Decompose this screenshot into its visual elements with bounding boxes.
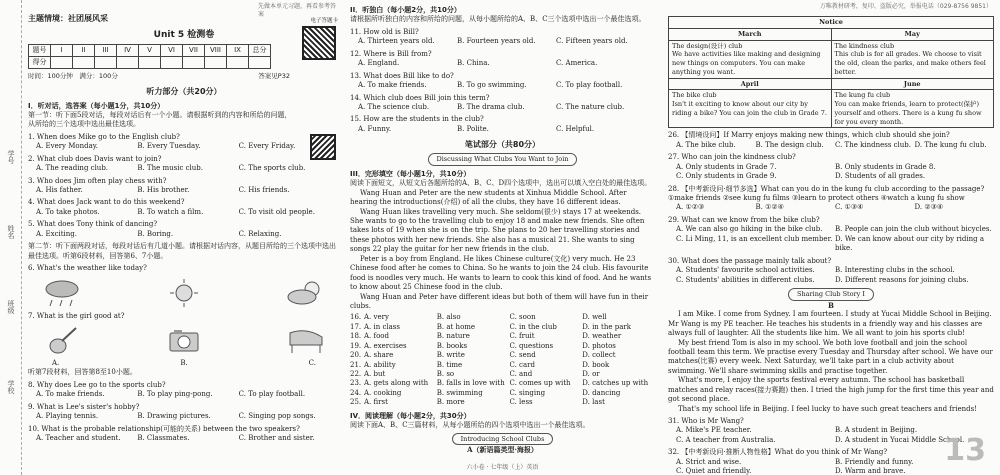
score-cell: [205, 56, 227, 68]
answer-option[interactable]: B. Classmates.: [137, 434, 190, 442]
question-text: 1. When does Mike go to the English club?: [28, 132, 180, 141]
camera-icon[interactable]: [158, 324, 210, 356]
question-text: 15. How are the students in the club?: [350, 115, 484, 124]
cloze-row: [350, 398, 655, 407]
question-text: 11. How old is Bill?: [350, 27, 419, 36]
column-reading: [668, 0, 994, 475]
answer-option[interactable]: B. Friendly and funny.: [835, 457, 914, 466]
question-text: 12. Where is Bill from?: [350, 49, 432, 58]
pic-label: A.: [52, 358, 60, 367]
passage-paragraph: Wang Huan likes travelling very much. She seldom(很少) stays 17 at weekends. She wants to go to the travelling club to enjoy 18 and make new friends. She often takes lots of 19 when she is on the trip. She plans to 20 her travelling stories and these photos with her new friends. She also has a musical 21. She wants to sing songs 22 play the guitar for her new friends in the club.: [350, 207, 645, 254]
question-text: 13. What does Bill like to do?: [350, 71, 454, 80]
cloze-option[interactable]: C. fruit: [509, 332, 535, 341]
cloze-option[interactable]: A. share: [364, 351, 394, 360]
cloze-option[interactable]: A. very: [364, 313, 389, 322]
section-desc: 阅读下面A、B、C三篇材料，从每小题所给的四个选项中选出一个最佳选项。: [350, 421, 590, 430]
binding-label: 姓名: [7, 225, 15, 239]
binding-label: 学校: [7, 380, 15, 394]
score-header-cell: VII: [183, 44, 205, 56]
section-desc: 阅读下面短文，从短文后各题所给的A、B、C、D四个选项中，选出可以填入空白处的最佳选项。: [350, 179, 652, 188]
answer-ref: 答案见P32: [258, 71, 290, 80]
notice-month: April: [669, 78, 832, 90]
answer-option[interactable]: B. To watch a film.: [137, 207, 204, 216]
cloze-row: [350, 379, 655, 388]
cloze-option[interactable]: D. catches up with: [582, 379, 649, 388]
answer-option[interactable]: C. The sports club.: [238, 164, 306, 173]
cloze-option[interactable]: A. cooking: [364, 388, 402, 397]
sun-icon[interactable]: [158, 277, 210, 309]
score-cell: [73, 56, 95, 68]
cloze-number: 17.: [350, 322, 362, 331]
notice-month: March: [669, 28, 832, 40]
cloze-number: 18.: [350, 332, 362, 341]
cloze-option[interactable]: C. comes up with: [509, 379, 571, 388]
cloze-option[interactable]: D. book: [582, 360, 610, 369]
answer-options: [350, 59, 655, 68]
question-text: 9. What is Lee's sister's hobby?: [28, 402, 140, 411]
answer-options: [28, 412, 340, 421]
answer-option[interactable]: C. Brother and sister.: [238, 434, 315, 442]
cloze-option[interactable]: D. in the park: [582, 322, 631, 331]
score-header-cell: VIII: [205, 44, 227, 56]
answer-option[interactable]: A. To take photos.: [36, 207, 100, 216]
score-cell: [117, 56, 139, 68]
answer-options: [668, 141, 994, 150]
answer-option[interactable]: C. Quiet and friendly.: [676, 467, 752, 475]
answer-option[interactable]: D. ②③④: [914, 203, 944, 212]
passage-paragraph: Wang Huan and Peter have different ideas but both of them will have fun in their clubs.: [350, 292, 649, 310]
qr-code-icon[interactable]: [302, 26, 336, 60]
question-text: 14. Which club does Bill join this term?: [350, 93, 490, 102]
score-cell: [249, 56, 271, 68]
cloze-row: [350, 351, 655, 360]
cloze-option[interactable]: B. more: [436, 398, 465, 407]
cloze-option[interactable]: C. card: [509, 360, 535, 369]
qr-code-icon[interactable]: [310, 134, 336, 160]
score-cell: [227, 56, 249, 68]
passage-paragraph: I am Mike. I come from Sydney. I am fourteen. I study at Yucai Middle School in Beijing. Mr Wang is my PE teacher. He teaches his students in a friendly way and his classes are always full of laughter. All the students like him. We all want to join his sports club!: [668, 310, 992, 338]
notice-title: Notice: [669, 17, 994, 29]
answer-option[interactable]: C. The kindness club.: [835, 140, 912, 149]
question-text: 10. What is the probable relationship(可能的关系) between the two speakers?: [28, 424, 300, 433]
notice-cell: The kindness club This club is for all grades. We choose to visit the old, clean the parks, and make others feel better.: [831, 40, 994, 78]
answer-option[interactable]: B. His brother.: [137, 186, 190, 194]
answer-option[interactable]: C. To play football.: [556, 81, 623, 90]
answer-options: [668, 225, 994, 253]
answer-option[interactable]: C. A teacher from Australia.: [676, 435, 776, 444]
notice-cell: The bike club Isn't it exciting to know about our city by riding a bike? You can join the club in Grade 7.: [669, 90, 832, 128]
cloze-option[interactable]: A. gets along with: [364, 379, 429, 388]
score-header-cell: V: [139, 44, 161, 56]
cloze-number: 25.: [350, 398, 362, 407]
answer-option[interactable]: C. America.: [556, 59, 598, 68]
answer-option[interactable]: C. Relaxing.: [238, 229, 282, 238]
piano-icon[interactable]: [280, 324, 332, 356]
pic-label: C.: [308, 358, 316, 367]
guitar-icon[interactable]: [36, 324, 88, 356]
topic-banner: Introducing School Clubs: [452, 433, 554, 446]
answer-option[interactable]: C. The nature club.: [556, 102, 625, 111]
cloze-row: [350, 323, 655, 332]
answer-option[interactable]: B. Boring.: [137, 229, 174, 238]
answer-option[interactable]: A. ①②③: [676, 203, 705, 212]
question-text: 6. What's the weather like today?: [28, 264, 147, 273]
answer-option[interactable]: B. Every Tuesday.: [137, 142, 201, 151]
question-text: 5. What does Tony think of dancing?: [28, 220, 158, 229]
score-cell: [139, 56, 161, 68]
cloze-row: [350, 370, 655, 379]
answer-options: [28, 434, 340, 443]
score-header-cell: IX: [227, 44, 249, 56]
written-part-title: 笔试部分（共80分）: [464, 140, 541, 150]
section-desc: 听第7段材料，回答第8至10小题。: [28, 368, 137, 377]
cloze-option[interactable]: D. photos: [582, 341, 616, 350]
theme-title: 主题情境：社团展风采: [28, 14, 108, 23]
cloze-option[interactable]: C. send: [509, 351, 536, 360]
topic-banner: Discussing What Clubs You Want to Join: [428, 153, 578, 166]
answer-option[interactable]: B. Only students in Grade 8.: [835, 162, 936, 171]
cloze-option[interactable]: D. collect: [582, 351, 616, 360]
cloze-option[interactable]: A. food: [364, 332, 390, 341]
answer-options: [28, 208, 340, 217]
cloze-option[interactable]: B. swimming: [436, 388, 483, 397]
section-head: II．听独白（每小题2分，共10分）: [350, 6, 461, 14]
question-text: 26. 【情境设问】If Marry enjoys making new things, which club should she join?: [668, 131, 950, 140]
score-header-cell: 题号: [29, 44, 51, 56]
score-cell: [51, 56, 73, 68]
score-cell: [95, 56, 117, 68]
answer-option[interactable]: B. Fourteen years old.: [457, 37, 536, 46]
score-header-cell: I: [51, 44, 73, 56]
cloze-option[interactable]: A. first: [364, 398, 388, 407]
cloze-number: 21.: [350, 360, 362, 369]
answer-option[interactable]: A. Mike's PE teacher.: [676, 426, 752, 435]
score-header-cell: 总分: [249, 44, 271, 56]
answer-option[interactable]: A. Only students in Grade 7.: [676, 162, 777, 171]
answer-option[interactable]: C. Fifteen years old.: [556, 37, 628, 46]
picture-options-skills: [36, 324, 332, 356]
notice-cell: The kung fu club You can make friends, learn to protect(保护) yourself and others. There is a kung fu show for you every month.: [831, 90, 994, 128]
question-text: 30. What does the passage mainly talk about?: [668, 256, 832, 265]
answer-option[interactable]: C. Helpful.: [556, 124, 595, 133]
listening-part-title: 听力部分（共20分）: [146, 86, 222, 96]
answer-options: [28, 186, 340, 195]
topic-banner: Sharing Club Story I: [788, 288, 874, 301]
answer-option[interactable]: B. To play ping-pong.: [137, 390, 213, 399]
answer-option[interactable]: D. Students of all grades.: [835, 172, 926, 181]
answer-option[interactable]: C. His friends.: [238, 186, 290, 194]
cloze-option[interactable]: B. so: [436, 370, 455, 378]
passage-label: A（新语篇类型·海报）: [467, 445, 538, 455]
answer-option[interactable]: C. Every Friday.: [238, 142, 296, 151]
answer-option[interactable]: A. We can also go hiking in the bike club.: [676, 225, 823, 234]
column-written: [350, 0, 655, 475]
answer-option[interactable]: A. The reading club.: [36, 164, 109, 173]
answer-options: [28, 164, 340, 173]
answer-option[interactable]: C. To visit old people.: [238, 207, 315, 216]
answer-option[interactable]: B. The drama club.: [457, 102, 525, 111]
cloze-row: [350, 342, 655, 351]
cloze-option[interactable]: B. write: [436, 351, 465, 360]
cloud-sun-icon[interactable]: [280, 277, 332, 309]
answer-options: [668, 266, 994, 285]
cloze-number: 24.: [350, 388, 362, 397]
pic-label: B.: [180, 358, 188, 367]
time-limit: 时间：100分钟 满分：100分: [28, 71, 118, 80]
cloze-option[interactable]: B. books: [436, 341, 468, 350]
notice-month: May: [831, 28, 994, 40]
binding-margin: [0, 0, 22, 475]
answer-option[interactable]: D. Warm and brave.: [835, 467, 906, 475]
cloze-number: 22.: [350, 370, 362, 378]
cloze-row: [350, 332, 655, 341]
cloze-option[interactable]: A. but: [364, 370, 386, 378]
cloze-option[interactable]: C. questions: [509, 341, 554, 350]
page-number: 13: [944, 432, 986, 468]
cloze-option[interactable]: A. ability: [364, 360, 396, 369]
question-text: 29. What can we know from the bike club?: [668, 215, 820, 224]
unit-title: Unit 5 检测卷: [153, 29, 215, 40]
section-head: III．完形填空（每小题1分，共10分）: [350, 169, 471, 178]
answer-options: [668, 163, 994, 182]
section-desc: 第一节：听下面5段对话，每段对话后有一个小题。请根据听到的内容和所给的问题，从所给的三个选项中选出最佳选项。: [28, 110, 292, 129]
answer-option[interactable]: C. ①③④: [835, 203, 864, 212]
answer-options: [350, 103, 655, 112]
top-note: 先做本单元习题，再看参考答案: [258, 3, 337, 19]
answer-option[interactable]: B. ①②④: [755, 203, 784, 212]
answer-options: [668, 203, 994, 212]
answer-option[interactable]: D. We can know about our city by riding a bike.: [835, 234, 985, 253]
answer-options: [28, 230, 340, 239]
answer-option[interactable]: C. Li Ming, 11, is an excellent club member.: [676, 234, 833, 243]
cloze-number: 19.: [350, 341, 362, 350]
cloze-row: [350, 313, 655, 322]
score-header-cell: III: [95, 44, 117, 56]
question-text: 7. What is the girl good at?: [28, 311, 125, 320]
notice-cell: The design(设计) club We have activities like making and designing new things on computers. You can make anything you want.: [669, 40, 832, 78]
answer-option[interactable]: B. A student in Beijing.: [835, 426, 918, 435]
score-table: [28, 44, 271, 69]
passage-paragraph: Wang Huan and Peter are the new students at Xinhua Middle School. After hearing the introductions(介绍) of all the clubs, they have 16 different ideas.: [350, 188, 627, 207]
answer-options: [350, 125, 655, 134]
cloze-option[interactable]: B. nature: [436, 332, 470, 341]
score-cell: 得分: [29, 56, 51, 68]
cloze-option[interactable]: B. also: [436, 313, 461, 322]
page-footer: 六小卷 · 七年级（上）英语: [466, 463, 539, 471]
answer-option[interactable]: B. China.: [457, 59, 490, 68]
answer-option[interactable]: C. Singing pop songs.: [238, 412, 316, 421]
cloze-number: 16.: [350, 313, 362, 322]
passage-paragraph: What's more, I enjoy the sports festival every autumn. The school has basketball matches and relay races(接力赛跑) then. I tried the high jump for the first time this year and got second place.: [668, 376, 994, 404]
question-text: 28. 【中考新设问·细节多选】What can you do in the kung fu club according to the passage? ①make friends ②see kung fu films ③learn to protect others ④watch a kung fu show: [668, 184, 985, 203]
cloze-number: 23.: [350, 379, 362, 388]
answer-option[interactable]: A. To make friends.: [358, 81, 427, 90]
section-desc: 第二节：听下面两段对话，每段对话后有几道小题。请根据对话内容，从题目所给的三个选项中选出最佳选项。听第6段材料，回答第6、7小题。: [28, 242, 336, 260]
passage-paragraph: That's my school life in Beijing. I feel lucky to have such great teachers and friends!: [678, 404, 977, 413]
answer-option[interactable]: A. The bike club.: [676, 140, 736, 149]
binding-label: 学号: [7, 150, 15, 164]
answer-option[interactable]: D. The kung fu club.: [914, 140, 987, 149]
answer-option[interactable]: C. Students' abilities in different clubs.: [676, 275, 815, 284]
answer-option[interactable]: B. Polite.: [457, 124, 489, 133]
cloze-row: [350, 389, 655, 398]
answer-option[interactable]: C. Only students in Grade 9.: [676, 172, 777, 181]
question-text: 2. What club does Davis want to join?: [28, 154, 162, 163]
answer-option[interactable]: A. Funny.: [358, 124, 392, 133]
cloze-option[interactable]: C. singing: [509, 388, 546, 397]
top-note: 万唯教材研考，复印、盗版必究，举报电话（029-8756 9851）: [819, 3, 992, 10]
score-cell: [161, 56, 183, 68]
answer-option[interactable]: D. Different reasons for joining clubs.: [835, 275, 969, 284]
cloze-option[interactable]: A. exercises: [364, 341, 407, 350]
section-head: IV．阅读理解（每小题2分，共30分）: [350, 411, 471, 420]
section-head: I．听对话，选答案（每小题1分，共10分）: [28, 101, 165, 110]
answer-option[interactable]: A. England.: [358, 59, 400, 68]
cloze-option[interactable]: A. in class: [364, 322, 400, 331]
cloze-option[interactable]: B. at home: [436, 322, 476, 331]
score-cell: [183, 56, 205, 68]
cloze-option[interactable]: C. and: [509, 370, 533, 378]
cloze-option[interactable]: D. or: [582, 370, 600, 378]
answer-option[interactable]: A. Playing tennis.: [36, 412, 99, 421]
answer-option[interactable]: A. To make friends.: [36, 390, 105, 399]
score-header-cell: IV: [117, 44, 139, 56]
passage-paragraph: Peter is a boy from England. He likes Chinese culture(文化) very much. He 23 Chinese food after he comes to China. So he wants to join the 24 club. His favourite food is noodles very much. He wants to learn to cook this kind of food. And he wants to know about 25 Chinese food in the club.: [350, 254, 652, 292]
answer-option[interactable]: A. Strict and wise.: [676, 457, 742, 466]
question-text: 4. What does Jack want to do this weekend?: [28, 198, 185, 207]
cloze-number: 20.: [350, 351, 362, 360]
answer-option[interactable]: C. To play football.: [238, 390, 306, 399]
qr-label: 电子答题卡: [310, 18, 338, 24]
answer-option[interactable]: B. Interesting clubs in the school.: [835, 266, 955, 275]
cloze-option[interactable]: B. time: [436, 360, 463, 369]
answer-option[interactable]: B. The design club.: [755, 140, 824, 149]
cloze-option[interactable]: D. dancing: [582, 388, 621, 397]
score-header-cell: VI: [161, 44, 183, 56]
passage-label: B: [828, 300, 834, 310]
answer-options: [28, 142, 340, 151]
section-desc: 请根据所听独白的内容和所给的问题，从每小题所给的A、B、C三个选项中选出一个最佳选项。: [350, 15, 646, 24]
answer-option[interactable]: A. Teacher and student.: [36, 434, 121, 442]
notice-month: June: [831, 78, 994, 90]
cloze-option[interactable]: C. less: [509, 398, 533, 407]
picture-options-weather: [36, 277, 332, 309]
cloze-option[interactable]: D. weather: [582, 332, 622, 341]
question-text: 3. Who does Jim often play chess with?: [28, 176, 167, 185]
answer-options: [28, 390, 340, 399]
question-text: 27. Who can join the kindness club?: [668, 153, 796, 162]
question-text: 31. Who is Mr Wang?: [668, 417, 744, 425]
answer-option[interactable]: A. Thirteen years old.: [358, 37, 435, 46]
binding-label: 班级: [7, 300, 15, 314]
answer-option[interactable]: B. People can join the club without bicycles.: [835, 225, 992, 234]
score-header-cell: II: [73, 44, 95, 56]
cloze-row: [350, 361, 655, 370]
answer-option[interactable]: A. His father.: [36, 186, 83, 194]
answer-option[interactable]: A. The science club.: [358, 102, 430, 111]
answer-option[interactable]: B. Drawing pictures.: [137, 412, 211, 421]
answer-option[interactable]: D. A student in Yucai Middle School.: [835, 435, 965, 444]
answer-option[interactable]: A. Every Monday.: [36, 142, 99, 151]
column-listening: [28, 0, 340, 475]
cloze-option[interactable]: C. in the club: [509, 322, 557, 331]
cloud-rain-icon[interactable]: [36, 277, 88, 309]
answer-options: [350, 37, 655, 46]
notice-table: [668, 16, 994, 128]
answer-option[interactable]: A. Students' favourite school activities.: [676, 266, 815, 275]
cloze-option[interactable]: B. falls in love with: [436, 379, 505, 388]
answer-option[interactable]: B. To go swimming.: [457, 81, 527, 90]
answer-option[interactable]: A. Exciting.: [36, 229, 77, 238]
cloze-option[interactable]: D. well: [582, 313, 607, 322]
cloze-option[interactable]: C. soon: [509, 313, 536, 322]
answer-options: [350, 81, 655, 90]
cloze-option[interactable]: D. last: [582, 398, 605, 407]
question-text: 8. Why does Lee go to the sports club?: [28, 380, 166, 389]
passage-paragraph: My best friend Tom is also in my school. We both love football and join the school football team this term. We practise every Tuesday and Thursday after school. We have our matches(比赛) every week. Next Saturday, we'll take part in a club activity about swimming. We'll share swimming skills and practise together.: [668, 338, 993, 375]
question-text: 32. 【中考新设问·推断人物性格】What do you think of Mr Wang?: [668, 448, 888, 457]
answer-option[interactable]: B. The music club.: [137, 164, 203, 173]
